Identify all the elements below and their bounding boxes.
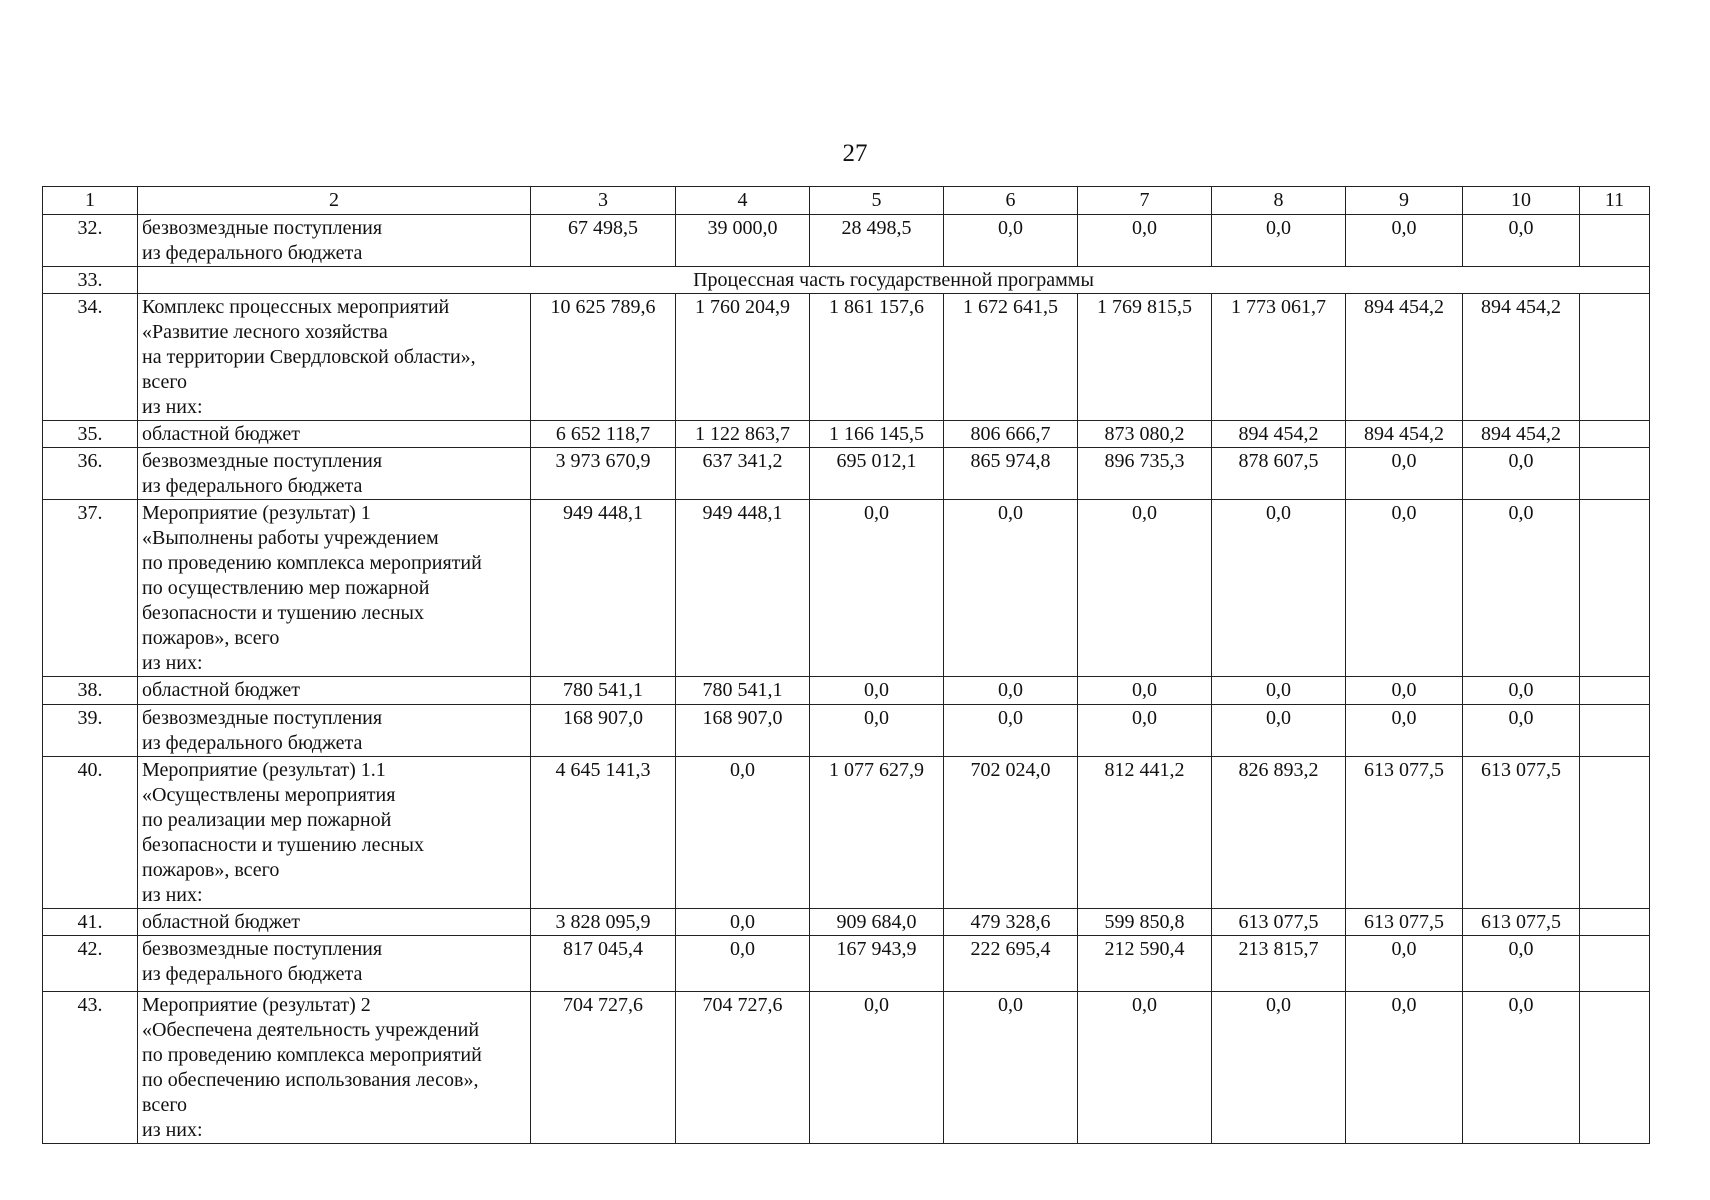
- value-cell: 1 077 627,9: [810, 757, 944, 909]
- value-cell: 3 828 095,9: [531, 909, 676, 936]
- page-number: 27: [842, 140, 868, 167]
- value-cell: 0,0: [1346, 500, 1463, 677]
- value-cell: 896 735,3: [1078, 448, 1212, 500]
- value-cell: 1 166 145,5: [810, 421, 944, 448]
- row-name: безвозмездные поступления из федерального бюджета: [138, 448, 531, 500]
- column-header: 7: [1078, 187, 1212, 215]
- row-number: 33.: [43, 267, 138, 294]
- value-cell: 704 727,6: [676, 992, 810, 1144]
- row-number: 43.: [43, 992, 138, 1144]
- value-cell: [1580, 705, 1650, 757]
- value-cell: [1580, 936, 1650, 992]
- value-cell: 613 077,5: [1346, 757, 1463, 909]
- value-cell: 702 024,0: [944, 757, 1078, 909]
- value-cell: 0,0: [810, 992, 944, 1144]
- value-cell: 613 077,5: [1463, 909, 1580, 936]
- value-cell: 213 815,7: [1212, 936, 1346, 992]
- value-cell: 826 893,2: [1212, 757, 1346, 909]
- value-cell: 3 973 670,9: [531, 448, 676, 500]
- row-name: областной бюджет: [138, 421, 531, 448]
- value-cell: 0,0: [1346, 992, 1463, 1144]
- row-name: безвозмездные поступления из федерального бюджета: [138, 936, 531, 992]
- value-cell: [1580, 909, 1650, 936]
- column-header: 5: [810, 187, 944, 215]
- value-cell: 0,0: [1212, 215, 1346, 267]
- value-cell: 479 328,6: [944, 909, 1078, 936]
- value-cell: 599 850,8: [1078, 909, 1212, 936]
- table-row: [43, 705, 1650, 757]
- value-cell: 0,0: [676, 909, 810, 936]
- value-cell: 0,0: [944, 677, 1078, 705]
- value-cell: [1580, 992, 1650, 1144]
- value-cell: 894 454,2: [1463, 421, 1580, 448]
- row-name: областной бюджет: [138, 909, 531, 936]
- value-cell: 894 454,2: [1346, 294, 1463, 421]
- column-header: 8: [1212, 187, 1346, 215]
- row-number: 40.: [43, 757, 138, 909]
- value-cell: 0,0: [1463, 215, 1580, 267]
- value-cell: 0,0: [810, 705, 944, 757]
- value-cell: [1580, 757, 1650, 909]
- value-cell: 0,0: [1078, 705, 1212, 757]
- table-row: [43, 936, 1650, 992]
- value-cell: 780 541,1: [531, 677, 676, 705]
- column-header: 3: [531, 187, 676, 215]
- value-cell: 0,0: [944, 215, 1078, 267]
- column-header: 11: [1580, 187, 1650, 215]
- table-row: [43, 909, 1650, 936]
- value-cell: 167 943,9: [810, 936, 944, 992]
- value-cell: 0,0: [1212, 992, 1346, 1144]
- row-name: Мероприятие (результат) 2 «Обеспечена деятельность учреждений по проведению комплекса мероприятий по обеспечению использования лесов», всего из них:: [138, 992, 531, 1144]
- table-row: [43, 448, 1650, 500]
- value-cell: 949 448,1: [676, 500, 810, 677]
- value-cell: 1 769 815,5: [1078, 294, 1212, 421]
- column-header: 9: [1346, 187, 1463, 215]
- column-header: 1: [43, 187, 138, 215]
- value-cell: 873 080,2: [1078, 421, 1212, 448]
- row-name: Комплекс процессных мероприятий «Развитие лесного хозяйства на территории Свердловской области», всего из них:: [138, 294, 531, 421]
- row-number: 42.: [43, 936, 138, 992]
- value-cell: 1 861 157,6: [810, 294, 944, 421]
- table-row: [43, 215, 1650, 267]
- row-name: Мероприятие (результат) 1.1 «Осуществлены мероприятия по реализации мер пожарной безопасности и тушению лесных пожаров», всего из них:: [138, 757, 531, 909]
- row-number: 38.: [43, 677, 138, 705]
- table-row: [43, 421, 1650, 448]
- value-cell: [1580, 421, 1650, 448]
- value-cell: 1 773 061,7: [1212, 294, 1346, 421]
- value-cell: 894 454,2: [1212, 421, 1346, 448]
- value-cell: 10 625 789,6: [531, 294, 676, 421]
- value-cell: 894 454,2: [1463, 294, 1580, 421]
- row-number: 41.: [43, 909, 138, 936]
- row-number: 35.: [43, 421, 138, 448]
- row-number: 32.: [43, 215, 138, 267]
- value-cell: 0,0: [1212, 705, 1346, 757]
- value-cell: 704 727,6: [531, 992, 676, 1144]
- value-cell: [1580, 294, 1650, 421]
- value-cell: 613 077,5: [1212, 909, 1346, 936]
- row-number: 36.: [43, 448, 138, 500]
- value-cell: 0,0: [676, 757, 810, 909]
- table-row: [43, 677, 1650, 705]
- value-cell: 0,0: [810, 500, 944, 677]
- table-row: [43, 992, 1650, 1144]
- value-cell: 909 684,0: [810, 909, 944, 936]
- value-cell: 1 760 204,9: [676, 294, 810, 421]
- value-cell: 0,0: [1463, 705, 1580, 757]
- value-cell: 0,0: [1346, 448, 1463, 500]
- table-row: [43, 757, 1650, 909]
- value-cell: 1 122 863,7: [676, 421, 810, 448]
- value-cell: 817 045,4: [531, 936, 676, 992]
- value-cell: 0,0: [1463, 448, 1580, 500]
- value-cell: 168 907,0: [676, 705, 810, 757]
- value-cell: 168 907,0: [531, 705, 676, 757]
- value-cell: 0,0: [1463, 500, 1580, 677]
- value-cell: 637 341,2: [676, 448, 810, 500]
- value-cell: 0,0: [1463, 936, 1580, 992]
- row-name: безвозмездные поступления из федерального бюджета: [138, 215, 531, 267]
- value-cell: 222 695,4: [944, 936, 1078, 992]
- value-cell: 0,0: [1212, 677, 1346, 705]
- value-cell: 6 652 118,7: [531, 421, 676, 448]
- value-cell: 878 607,5: [1212, 448, 1346, 500]
- value-cell: 0,0: [1346, 936, 1463, 992]
- value-cell: 806 666,7: [944, 421, 1078, 448]
- row-name: областной бюджет: [138, 677, 531, 705]
- value-cell: 0,0: [1078, 215, 1212, 267]
- value-cell: [1580, 215, 1650, 267]
- value-cell: 4 645 141,3: [531, 757, 676, 909]
- table-row: [43, 294, 1650, 421]
- column-header: 10: [1463, 187, 1580, 215]
- header-row: [43, 187, 1650, 215]
- value-cell: 0,0: [1346, 215, 1463, 267]
- budget-table: [42, 186, 1650, 1144]
- value-cell: 0,0: [1078, 992, 1212, 1144]
- value-cell: 39 000,0: [676, 215, 810, 267]
- value-cell: 28 498,5: [810, 215, 944, 267]
- row-number: 34.: [43, 294, 138, 421]
- value-cell: [1580, 677, 1650, 705]
- value-cell: 0,0: [1346, 677, 1463, 705]
- row-number: 37.: [43, 500, 138, 677]
- value-cell: 0,0: [1212, 500, 1346, 677]
- value-cell: 0,0: [1078, 677, 1212, 705]
- value-cell: 67 498,5: [531, 215, 676, 267]
- value-cell: 695 012,1: [810, 448, 944, 500]
- section-row: [43, 267, 1650, 294]
- value-cell: [1580, 500, 1650, 677]
- row-name: Мероприятие (результат) 1 «Выполнены работы учреждением по проведению комплекса мероприятий по осуществлению мер пожарной безопасности и тушению лесных пожаров», всего из них:: [138, 500, 531, 677]
- row-name: безвозмездные поступления из федерального бюджета: [138, 705, 531, 757]
- column-header: 2: [138, 187, 531, 215]
- value-cell: [1580, 448, 1650, 500]
- value-cell: 0,0: [944, 500, 1078, 677]
- value-cell: 0,0: [1346, 705, 1463, 757]
- value-cell: 0,0: [944, 992, 1078, 1144]
- section-title: Процессная часть государственной программы: [138, 267, 1650, 294]
- column-header: 4: [676, 187, 810, 215]
- value-cell: 949 448,1: [531, 500, 676, 677]
- value-cell: 613 077,5: [1463, 757, 1580, 909]
- value-cell: 894 454,2: [1346, 421, 1463, 448]
- value-cell: 0,0: [1078, 500, 1212, 677]
- value-cell: 0,0: [810, 677, 944, 705]
- value-cell: 0,0: [1463, 677, 1580, 705]
- table-row: [43, 500, 1650, 677]
- value-cell: 780 541,1: [676, 677, 810, 705]
- value-cell: 0,0: [1463, 992, 1580, 1144]
- value-cell: 1 672 641,5: [944, 294, 1078, 421]
- value-cell: 865 974,8: [944, 448, 1078, 500]
- value-cell: 0,0: [944, 705, 1078, 757]
- value-cell: 613 077,5: [1346, 909, 1463, 936]
- value-cell: 812 441,2: [1078, 757, 1212, 909]
- value-cell: 0,0: [676, 936, 810, 992]
- row-number: 39.: [43, 705, 138, 757]
- column-header: 6: [944, 187, 1078, 215]
- value-cell: 212 590,4: [1078, 936, 1212, 992]
